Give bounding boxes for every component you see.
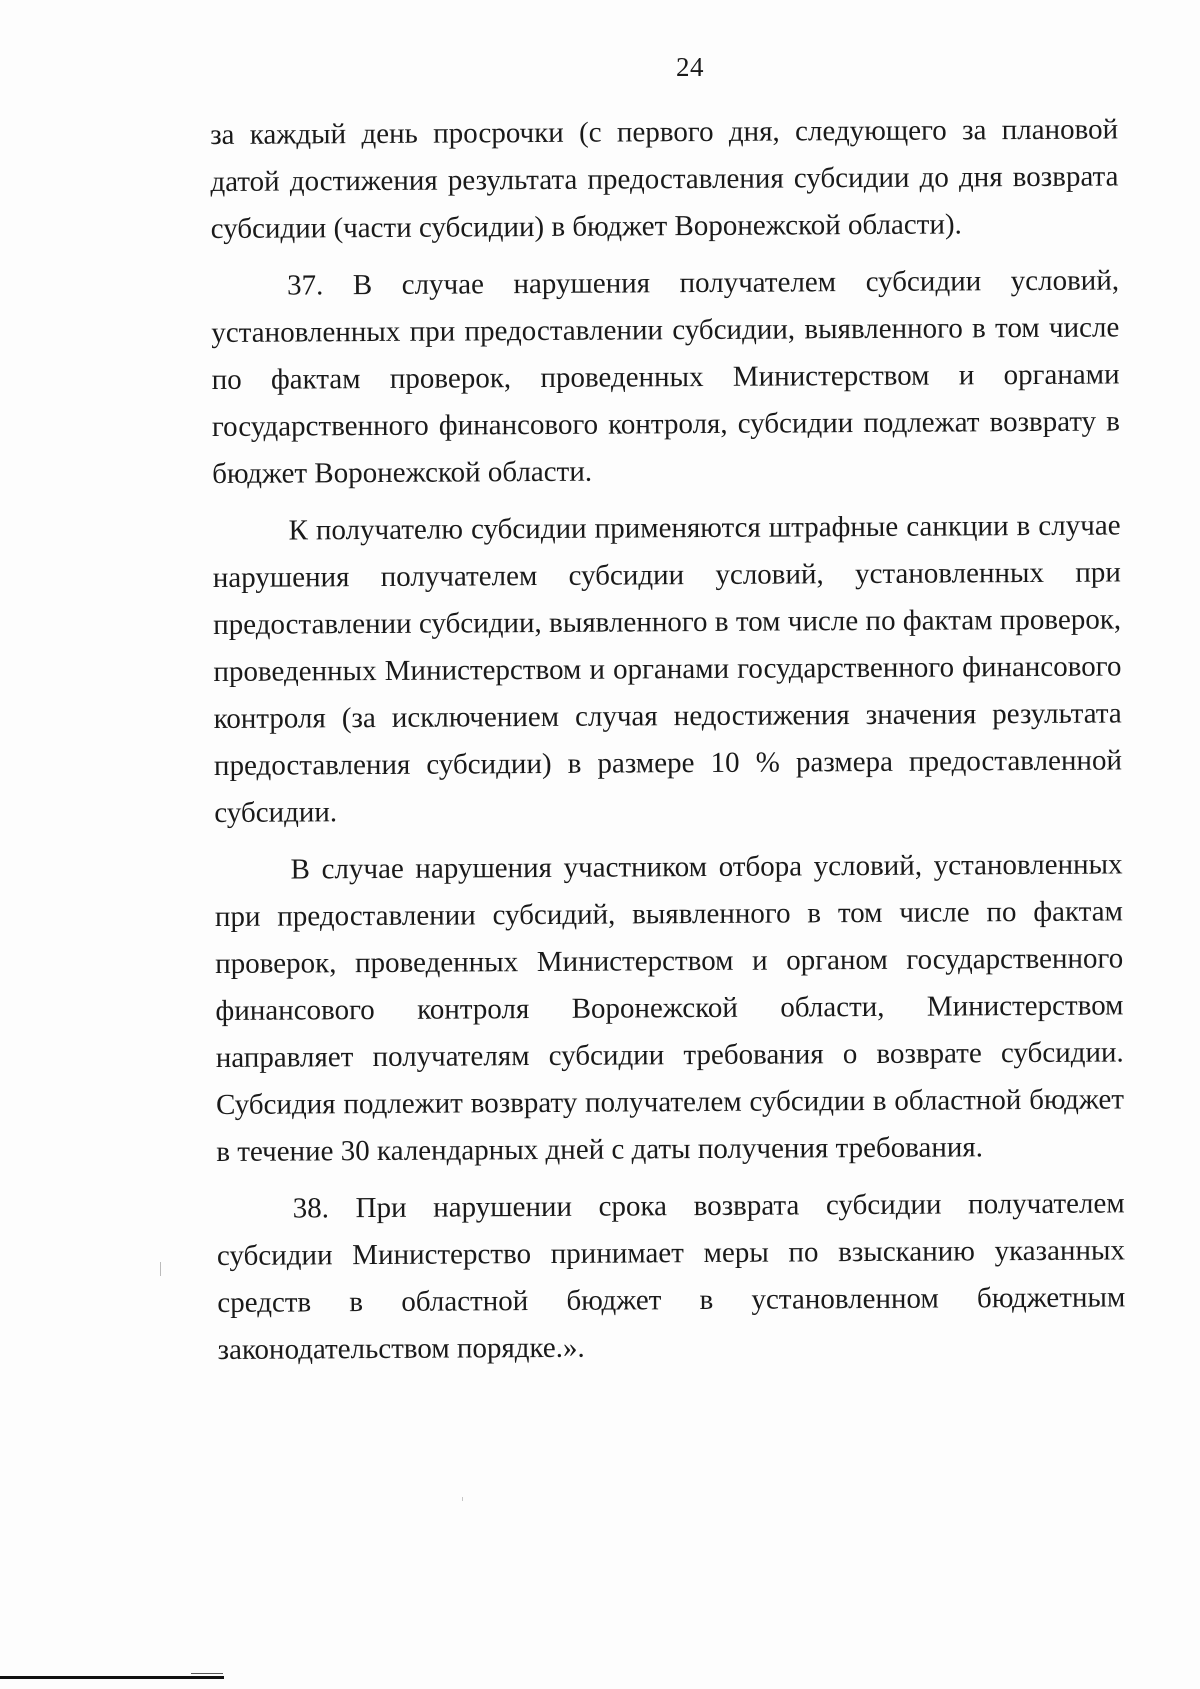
scan-artifact-dot: [462, 1497, 463, 1501]
paragraph-clause-38: 38. При нарушении срока возврата субсидии получателем субсидии Министерство принимает меры по взысканию указанных средств в областной бюджет в установленном бюджетным законодательством порядке.».: [216, 1187, 1126, 1366]
page-number: 24: [676, 52, 704, 82]
paragraph-clause-37: 37. В случае нарушения получателем субсидии условий, установленных при предоставлении субсидии, выявленного в том числе по фактам проверок, проведенных Министерством и органами государственного финансового контроля, субсидии подлежат возврату в бюджет Воронежской области.: [211, 264, 1121, 490]
paragraph-penalty-sanctions: К получателю субсидии применяются штрафные санкции в случае нарушения получателем субсидии условий, установленных при предоставлении субсидии, выявленного в том числе по фактам проверок, проведенных Министерством и органами государственного финансового контроля (за исключением случая недостижения значения результата предоставления субсидии) в размере 10 % размера предоставленной субсидии.: [212, 509, 1123, 829]
paragraph-selection-violation: В случае нарушения участником отбора условий, установленных при предоставлении субсидий, выявленного в том числе по фактам проверок, проведенных Министерством и органом государственного финансового контроля Воронежской области, Министерством направляет получателям субсидии требования о возврате субсидии. Субсидия подлежит возврату получателем субсидии в областной бюджет в течение 30 календарных дней с даты получения требования.: [214, 848, 1125, 1168]
bottom-rule-line: [0, 1676, 224, 1679]
document-body: [210, 106, 1126, 1374]
scan-margin-mark: [160, 1262, 161, 1276]
bottom-rule-tail: [191, 1673, 223, 1674]
paragraph-continuation: за каждый день просрочки (с первого дня, следующего за плановой датой достижения результата предоставления субсидии до дня возврата субсидии (части субсидии) в бюджет Воронежской области).: [210, 113, 1119, 245]
